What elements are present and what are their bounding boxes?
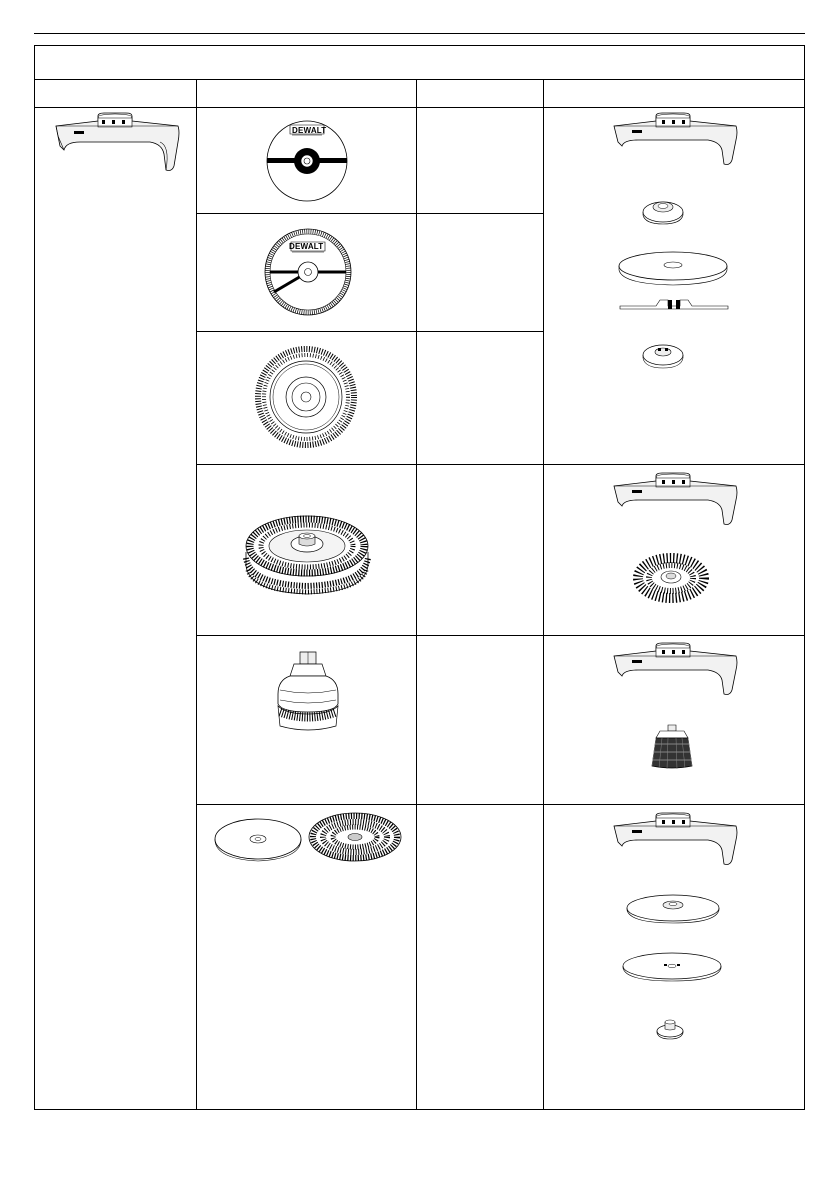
column-header xyxy=(199,82,413,104)
sanding-disc-icon xyxy=(622,952,722,982)
row-divider xyxy=(197,464,805,465)
guard-icon xyxy=(610,812,740,868)
flange-icon xyxy=(656,1016,684,1040)
wire-cup-brush-icon xyxy=(274,650,342,732)
wire-wheel-icon xyxy=(255,346,357,448)
header-row-divider xyxy=(34,107,805,108)
guard-icon xyxy=(52,112,182,178)
sanding-disc-icon xyxy=(626,894,720,924)
knotted-wire-wheel-icon xyxy=(308,811,402,863)
top-rule xyxy=(34,33,805,34)
brand-label: DEWALT xyxy=(292,126,327,135)
wire-cup-brush-icon xyxy=(648,724,696,770)
guard-icon xyxy=(610,642,740,698)
sanding-disc-icon xyxy=(214,815,302,861)
column-header xyxy=(36,82,194,104)
column-divider xyxy=(543,79,544,1110)
column-header xyxy=(546,82,802,104)
flange-icon xyxy=(642,338,684,370)
brand-label: DEWALT xyxy=(289,242,324,251)
guard-icon xyxy=(610,472,740,528)
column-divider xyxy=(196,79,197,1110)
flange-icon xyxy=(618,296,730,312)
row-divider xyxy=(197,804,805,805)
knotted-wire-wheel-icon xyxy=(244,512,370,596)
row-divider xyxy=(197,635,805,636)
table-title xyxy=(36,48,796,76)
flange-icon xyxy=(642,196,684,226)
row-divider xyxy=(197,331,543,332)
column-header xyxy=(419,82,540,104)
guard-icon xyxy=(610,112,740,168)
title-row-divider xyxy=(34,79,805,80)
column-divider xyxy=(416,79,417,1110)
knotted-wire-wheel-icon xyxy=(636,556,706,602)
row-divider xyxy=(197,213,543,214)
cutting-wheel-icon xyxy=(618,250,728,286)
